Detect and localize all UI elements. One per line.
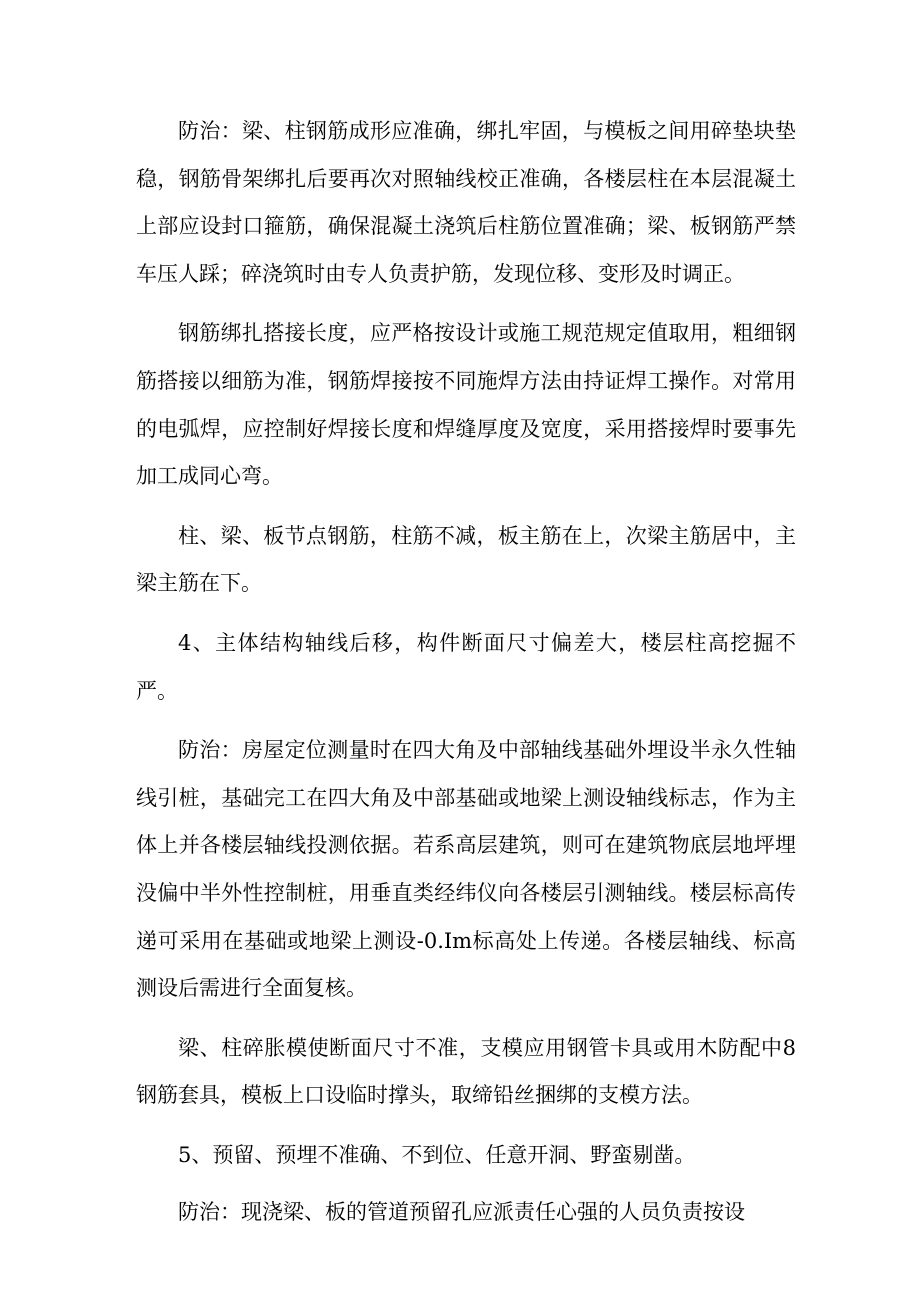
paragraph-beam-column-rebar-prevention: 防治：梁、柱钢筋成形应准确，绑扎牢固，与模板之间用碎垫块垫稳，钢筋骨架绑扎后要再次对照轴线校正准确，各楼层柱在本层混凝土上部应设封口箍筋，确保混凝土浇筑后柱筋位置准确；梁、板钢筋严禁车压人踩；碎浇筑时由专人负责护筋，发现位移、变形及时调正。 bbox=[136, 119, 796, 286]
paragraph-joint-rebar: 柱、梁、板节点钢筋，柱筋不减，板主筋在上，次梁主筋居中，主梁主筋在下。 bbox=[136, 523, 796, 596]
paragraph-axis-positioning-prevention: 防治：房屋定位测量时在四大角及中部轴线基础外埋设半永久性轴线引桩，基础完工在四大角及中部基础或地梁上测设轴线标志，作为主体上并各楼层轴线投测依据。若系高层建筑，则可在建筑物底层地坪埋没偏中半外性控制桩，用垂直类经纬仪向各楼层引测轴线。楼层标高传递可采用在基础或地梁上测设-0.Im标高处上传递。各楼层轴线、标高测设后需进行全面复核。 bbox=[136, 738, 796, 1001]
paragraph-issue-5-heading: 5、预留、预埋不准确、不到位、任意开洞、野蛮剔凿。 bbox=[178, 1142, 696, 1167]
paragraph-formwork-bulging: 梁、柱碎胀模使断面尺寸不准，支模应用钢管卡具或用木防配中8钢筋套具，模板上口设临时撑头，取缔铅丝捆绑的支模方法。 bbox=[136, 1035, 796, 1108]
document-body bbox=[136, 108, 796, 1249]
paragraph-reserved-holes-prevention: 防治：现浇梁、板的管道预留孔应派责任心强的人员负责按设 bbox=[178, 1200, 745, 1225]
paragraph-issue-4-heading: 4、主体结构轴线后移，构件断面尺寸偏差大，楼层柱高挖掘不严。 bbox=[136, 630, 796, 703]
paragraph-rebar-lap-length: 钢筋绑扎搭接长度，应严格按设计或施工规范规定值取用，粗细钢筋搭接以细筋为准，钢筋焊接按不同施焊方法由持证焊工操作。对常用的电弧焊，应控制好焊接长度和焊缝厚度及宽度，采用搭接焊时要事先加工成同心弯。 bbox=[136, 321, 796, 489]
